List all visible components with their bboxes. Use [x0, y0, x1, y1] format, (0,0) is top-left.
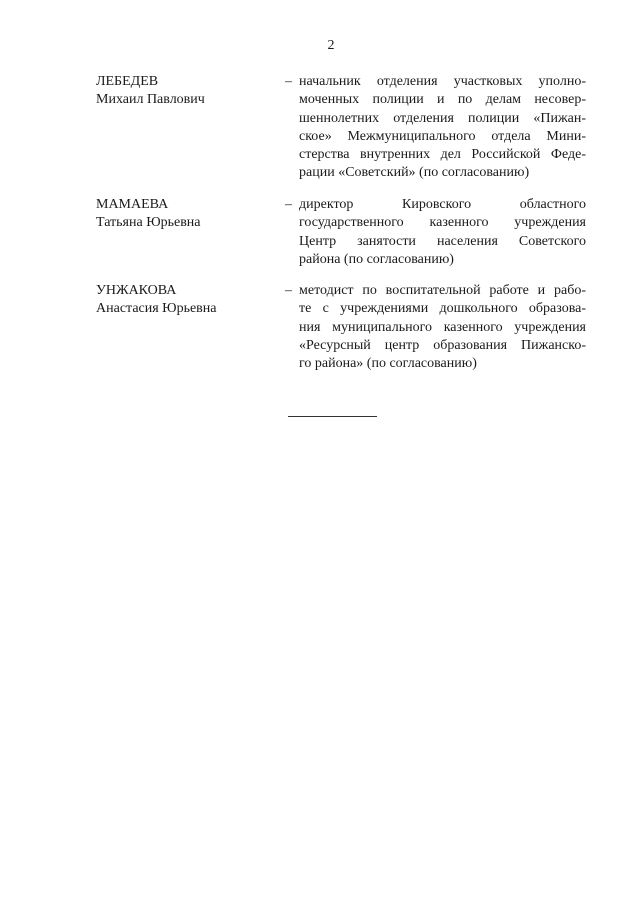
position-line: директор Кировского областного: [299, 197, 586, 212]
position-line: «Ресурсный центр образования Пижанско-: [299, 337, 586, 353]
position-line: рации «Советский» (по согласованию): [299, 165, 530, 181]
position-line: шеннолетних отделения полиции «Пижан-: [299, 110, 586, 126]
member-name: [96, 73, 276, 110]
page-number: 2: [327, 38, 335, 53]
member-surname: МАМАЕВА: [96, 197, 169, 212]
entry-dash: –: [285, 283, 292, 298]
member-given-names: Татьяна Юрьевна: [96, 215, 201, 231]
position-line: ния муниципального казенного учреждения: [299, 319, 586, 335]
entry-dash: –: [285, 74, 292, 89]
member-position: [299, 282, 586, 373]
member-name: [96, 196, 276, 233]
position-line: методист по воспитательной работе и рабо-: [299, 283, 586, 298]
closing-rule: [288, 416, 377, 417]
member-position: [299, 196, 586, 269]
member-surname: ЛЕБЕДЕВ: [96, 74, 159, 89]
position-line: Центр занятости населения Советского: [299, 233, 586, 249]
member-given-names: Анастасия Юрьевна: [96, 301, 217, 317]
position-line: начальник отделения участковых уполно-: [299, 74, 586, 89]
position-line: моченных полиции и по делам несовер-: [299, 92, 586, 108]
member-position: [299, 73, 586, 183]
position-line: государственного казенного учреждения: [299, 215, 586, 231]
member-name: [96, 282, 276, 319]
position-line: района (по согласованию): [299, 251, 454, 267]
position-line: ское» Межмуниципального отдела Мини-: [299, 128, 586, 144]
position-line: те с учреждениями дошкольного образова-: [299, 301, 586, 317]
member-surname: УНЖАКОВА: [96, 283, 177, 298]
position-line: го района» (по согласованию): [299, 356, 477, 372]
entry-dash: –: [285, 197, 292, 212]
position-line: стерства внутренних дел Российской Феде-: [299, 147, 586, 163]
member-given-names: Михаил Павлович: [96, 92, 205, 108]
